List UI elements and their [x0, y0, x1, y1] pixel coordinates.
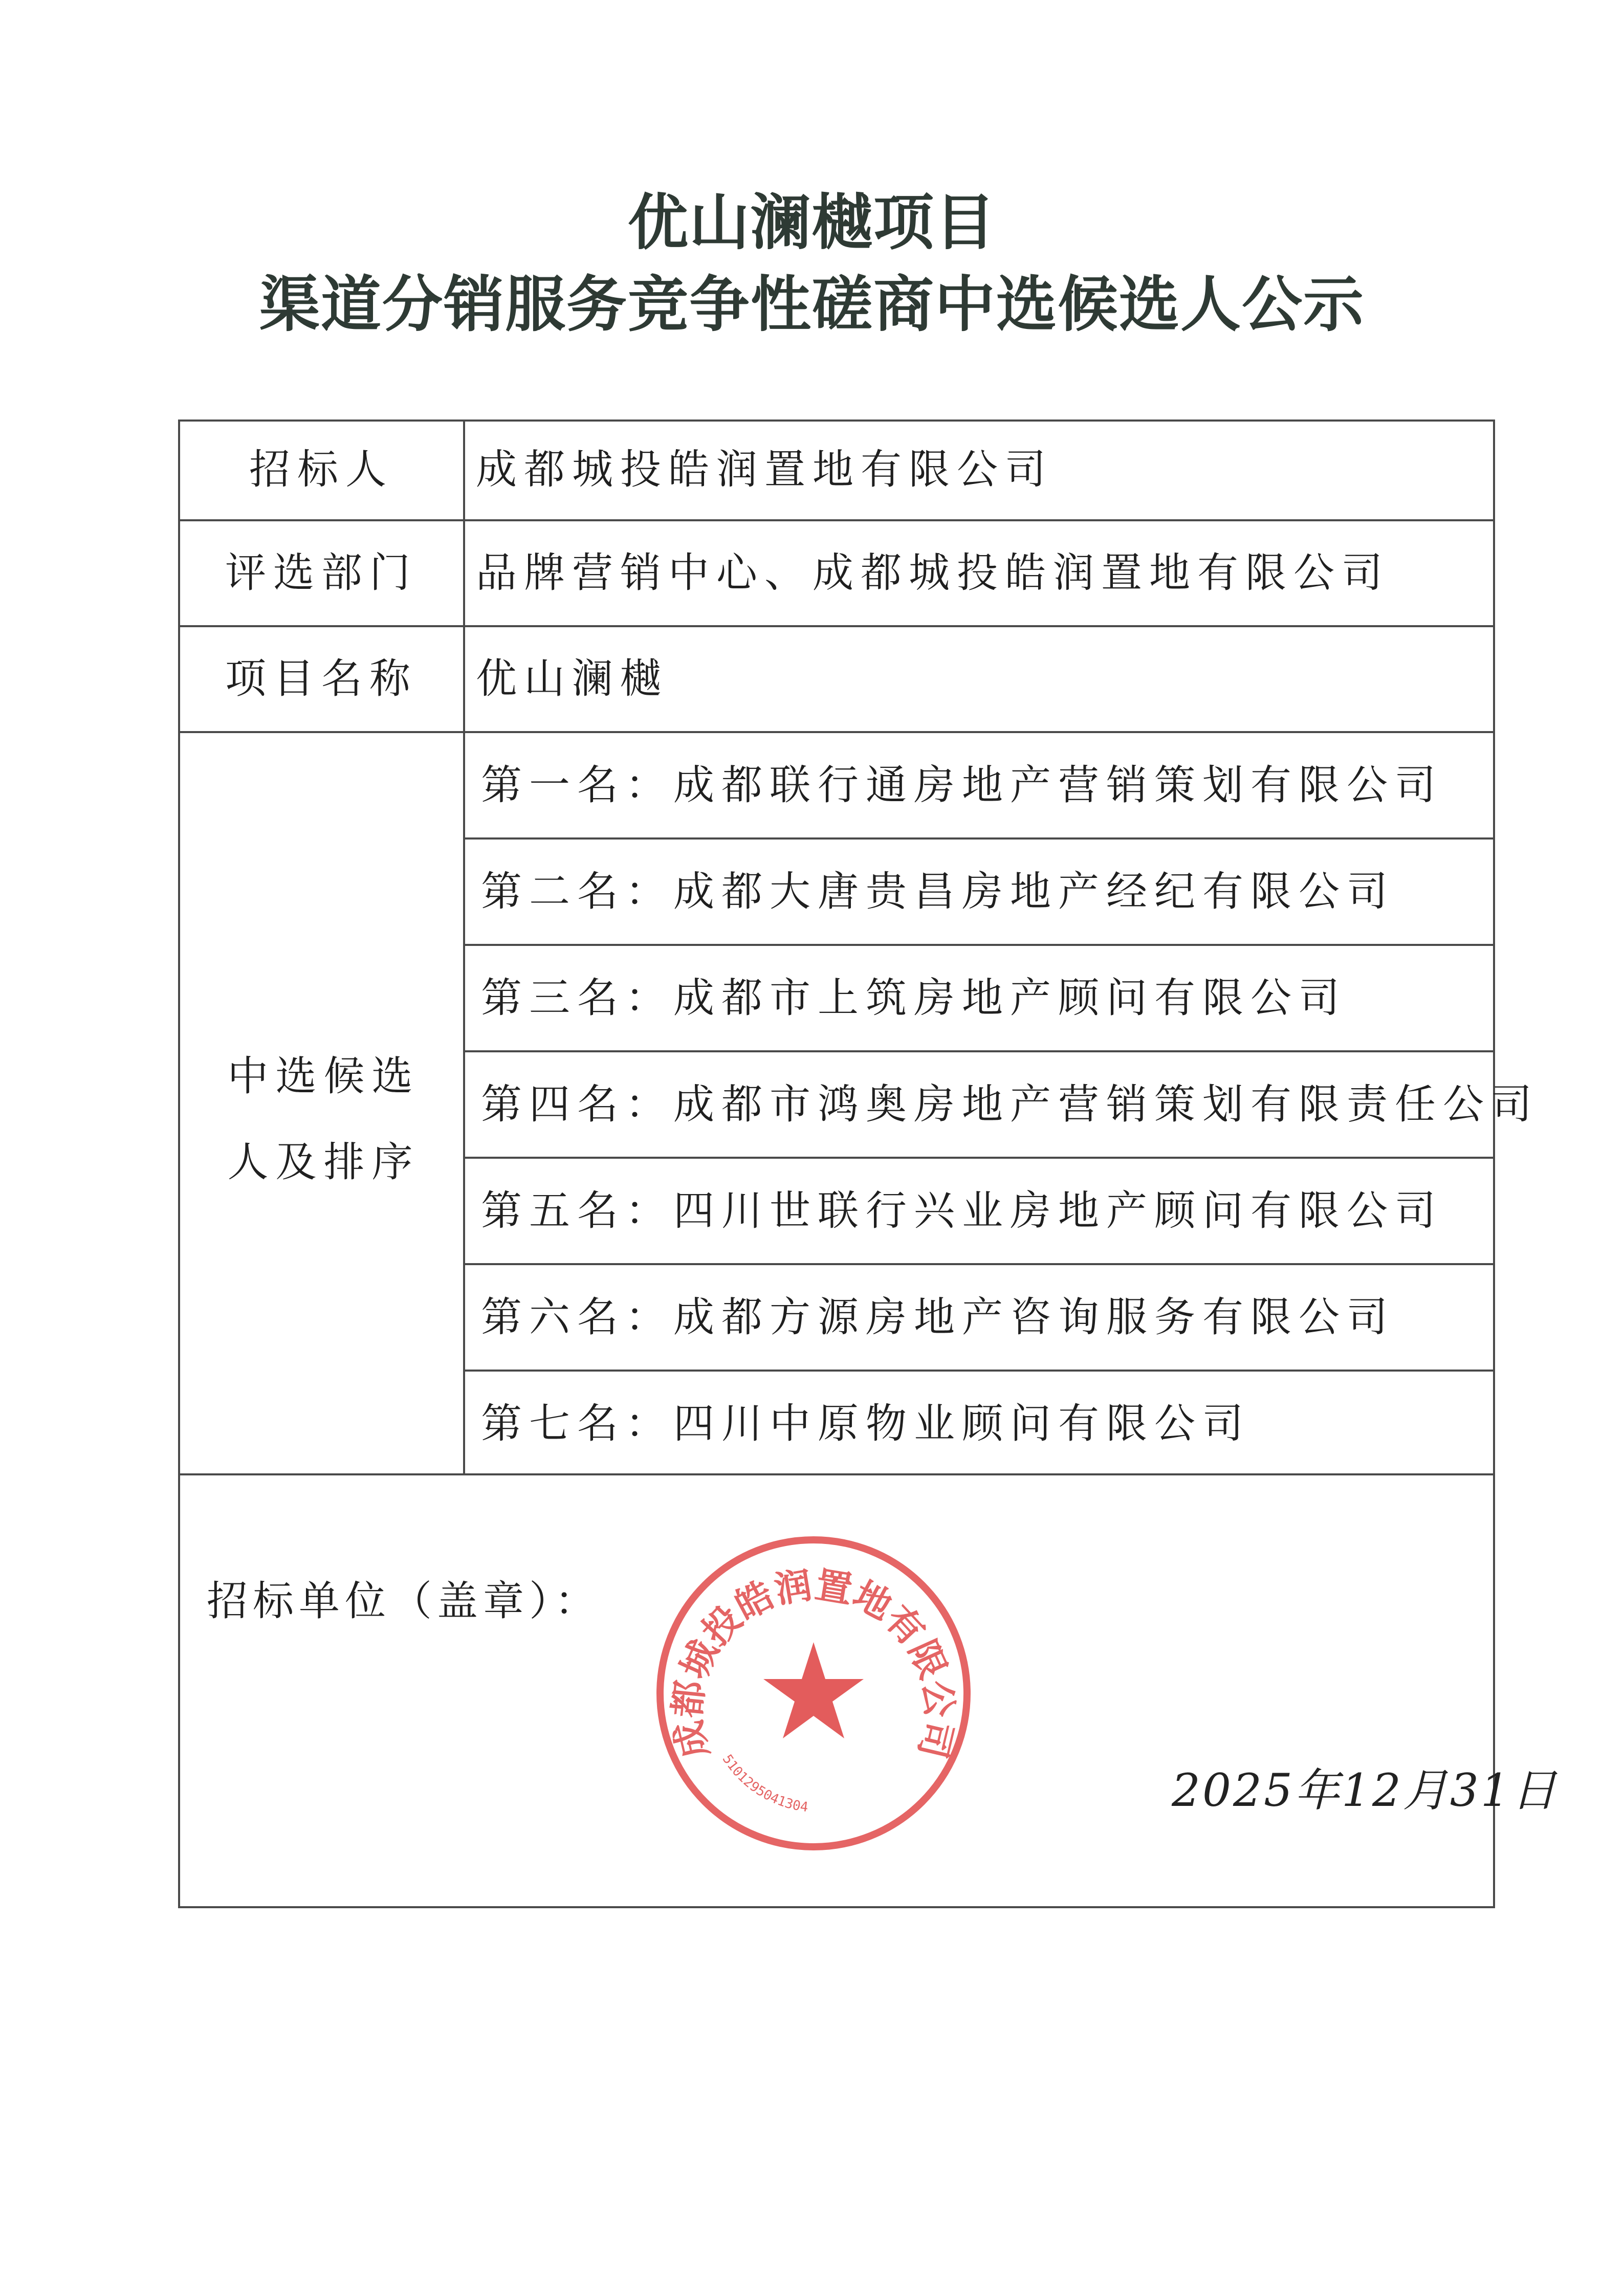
seal-star-icon [763, 1642, 864, 1738]
value-tenderer: 成都城投皓润置地有限公司 [476, 446, 1053, 493]
candidate-6: 第六名：成都方源房地产咨询服务有限公司 [481, 1293, 1395, 1341]
row-divider [178, 1473, 1495, 1475]
row-divider [463, 1157, 1495, 1159]
row-divider [463, 837, 1495, 840]
signing-date: 2025年12月31日 [1172, 1764, 1559, 1817]
row-divider [463, 1370, 1495, 1372]
row-divider [178, 625, 1495, 627]
label-project-name: 项目名称 [225, 655, 418, 702]
label-evaluation-dept: 评选部门 [225, 549, 418, 597]
row-divider [463, 944, 1495, 946]
company-seal-stamp [650, 1530, 977, 1857]
candidate-5: 第五名：四川世联行兴业房地产顾问有限公司 [481, 1187, 1443, 1234]
seal-label: 招标单位（盖章）： [207, 1577, 601, 1625]
label-selected-line2: 人及排序 [227, 1138, 420, 1186]
row-divider [178, 519, 1495, 521]
seal-text: 成都城投皓润置地有限公司 [665, 1562, 962, 1763]
candidate-7: 第七名：四川中原物业顾问有限公司 [481, 1400, 1250, 1447]
candidate-3: 第三名：成都市上筑房地产顾问有限公司 [481, 974, 1347, 1022]
candidate-4: 第四名：成都市鸿奥房地产营销策划有限责任公司 [481, 1080, 1539, 1128]
row-divider [178, 731, 1495, 733]
row-divider [463, 1263, 1495, 1265]
candidate-2: 第二名：成都大唐贵昌房地产经纪有限公司 [481, 868, 1395, 915]
label-selected-line1: 中选候选 [227, 1052, 420, 1100]
svg-text:5101295041304 [719, 1752, 809, 1815]
candidate-1: 第一名：成都联行通房地产营销策划有限公司 [481, 761, 1443, 809]
value-project-name: 优山澜樾 [476, 655, 668, 702]
row-divider [463, 1050, 1495, 1052]
document-title-line1: 优山澜樾项目 [627, 187, 996, 258]
document-title-line2: 渠道分销服务竞争性磋商中选候选人公示 [259, 269, 1365, 340]
value-evaluation-dept: 品牌营销中心、成都城投皓润置地有限公司 [476, 549, 1390, 597]
seal-number: 5101295041304 [719, 1752, 809, 1816]
label-tenderer: 招标人 [249, 446, 393, 493]
label-selected-candidates [184, 1033, 463, 1205]
